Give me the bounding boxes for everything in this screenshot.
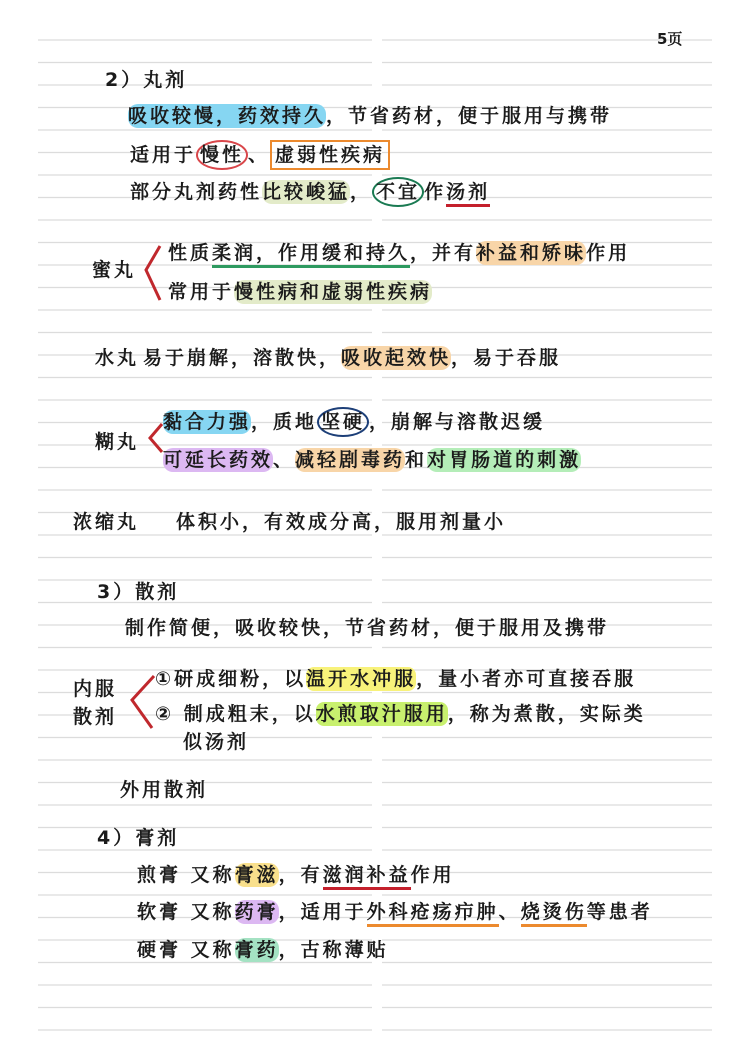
note-line-pill-1 <box>128 103 612 129</box>
text: 糊丸 <box>95 431 140 453</box>
note-line-honey-label <box>92 257 136 283</box>
text: 和 <box>405 449 428 471</box>
note-line-external <box>120 777 208 803</box>
text: 软膏 又称 <box>137 901 235 923</box>
text: ，有 <box>278 864 323 886</box>
highlighted-text: 黏合力强 <box>163 411 252 433</box>
text: 作用 <box>410 864 455 886</box>
note-line-pill-2 <box>130 142 390 168</box>
text: 、 <box>498 901 521 923</box>
underlined-text: 外科疮疡疖肿 <box>367 900 499 927</box>
bracket-honey-pill <box>140 242 164 304</box>
text: 作用 <box>586 242 631 264</box>
note-line-oral-3 <box>183 729 249 755</box>
text: ，质地 <box>251 411 318 433</box>
underlined-text: 滋润补益 <box>323 863 411 890</box>
note-line-oral-label-2 <box>73 704 117 730</box>
highlighted-text: 对胃肠道的刺激 <box>427 449 582 471</box>
page-number: 5页 <box>657 30 683 48</box>
text: 常用于 <box>168 281 235 303</box>
text: 适用于 <box>130 144 197 166</box>
note-line-pill-heading <box>105 67 187 93</box>
text: 浓缩丸 <box>73 511 140 533</box>
highlighted-text: 药膏 <box>234 901 279 923</box>
text: 蜜丸 <box>92 259 137 281</box>
text: ，崩解与溶散迟缓 <box>369 411 546 433</box>
text: 外用散剂 <box>120 779 209 801</box>
text: 体积小，有效成分高，服用剂量小 <box>176 511 507 533</box>
underlined-text: 柔润，作用缓和持久 <box>212 241 410 268</box>
text: ，易于吞服 <box>451 347 562 369</box>
note-line-paste-heading <box>97 825 179 851</box>
note-line-conc-1 <box>176 509 506 535</box>
text: 性质 <box>168 242 213 264</box>
annotated-text: 慢性 <box>196 140 248 170</box>
text: ，并有 <box>410 242 477 264</box>
text: 2）丸剂 <box>105 69 188 91</box>
annotated-text: 虚弱性疾病 <box>270 140 390 170</box>
text: 3）散剂 <box>97 581 180 603</box>
text: 硬膏 又称 <box>137 939 235 961</box>
text: 4）膏剂 <box>97 827 180 849</box>
text: 等患者 <box>586 901 653 923</box>
text: 、 <box>248 144 271 166</box>
note-line-oral-1 <box>155 666 636 692</box>
text: ，古称薄贴 <box>278 939 389 961</box>
note-line-honey-2 <box>168 279 432 305</box>
note-line-conc-label <box>73 509 139 535</box>
text: 煎膏 又称 <box>137 864 235 886</box>
highlighted-text: 可延长药效 <box>163 449 274 471</box>
note-line-pill-3 <box>130 179 490 205</box>
note-line-paste-2 <box>163 447 581 473</box>
note-line-powder-1 <box>125 615 609 641</box>
note-line-paste-1 <box>163 409 545 435</box>
text: 散剂 <box>73 706 118 728</box>
highlighted-text: 减轻剧毒药 <box>295 449 406 471</box>
text: 水丸 <box>95 347 140 369</box>
text: 部分丸剂药性 <box>130 181 263 203</box>
note-line-soft-paste <box>137 899 653 925</box>
note-line-powder-heading <box>97 579 179 605</box>
text: ，节省药材，便于服用与携带 <box>326 105 613 127</box>
highlighted-text: 膏药 <box>234 939 279 961</box>
text: 易于崩解，溶散快， <box>143 347 342 369</box>
highlighted-text: 补益和矫味 <box>476 242 587 264</box>
highlighted-text: 温开水冲服 <box>306 668 417 690</box>
highlighted-text: 水煎取汁服用 <box>315 703 448 725</box>
text: 作 <box>424 181 447 203</box>
text: ，适用于 <box>278 901 367 923</box>
annotated-text: 不宜 <box>372 177 424 207</box>
text: ② 制成粗末，以 <box>155 703 316 725</box>
highlighted-text: 膏滋 <box>234 864 279 886</box>
note-line-decoct-paste <box>137 862 455 888</box>
text: ，量小者亦可直接吞服 <box>416 668 637 690</box>
note-line-paste-label <box>95 429 139 455</box>
highlighted-text: 慢性病和虚弱性疾病 <box>234 281 433 303</box>
note-line-honey-1 <box>168 240 630 266</box>
note-line-water-1 <box>143 345 561 371</box>
underlined-text: 汤剂 <box>446 180 490 207</box>
text: ， <box>350 181 373 203</box>
note-line-hard-paste <box>137 937 389 963</box>
text: 似汤剂 <box>183 731 250 753</box>
annotated-text: 坚硬 <box>317 407 369 437</box>
text: ，称为煮散，实际类 <box>447 703 646 725</box>
bracket-oral-powder <box>126 672 158 734</box>
highlighted-text: 吸收较慢，药效持久 <box>128 105 327 127</box>
text: ①研成细粉，以 <box>155 668 307 690</box>
underlined-text: 烧烫伤 <box>521 900 587 927</box>
highlighted-text: 吸收起效快 <box>341 347 452 369</box>
text: 制作简便，吸收较快，节省药材，便于服用及携带 <box>125 617 610 639</box>
note-line-oral-label-1 <box>73 676 117 702</box>
note-line-oral-2 <box>155 701 646 727</box>
highlighted-text: 比较峻猛 <box>262 181 351 203</box>
text: 内服 <box>73 678 118 700</box>
note-line-water-label <box>95 345 139 371</box>
text: 、 <box>273 449 296 471</box>
